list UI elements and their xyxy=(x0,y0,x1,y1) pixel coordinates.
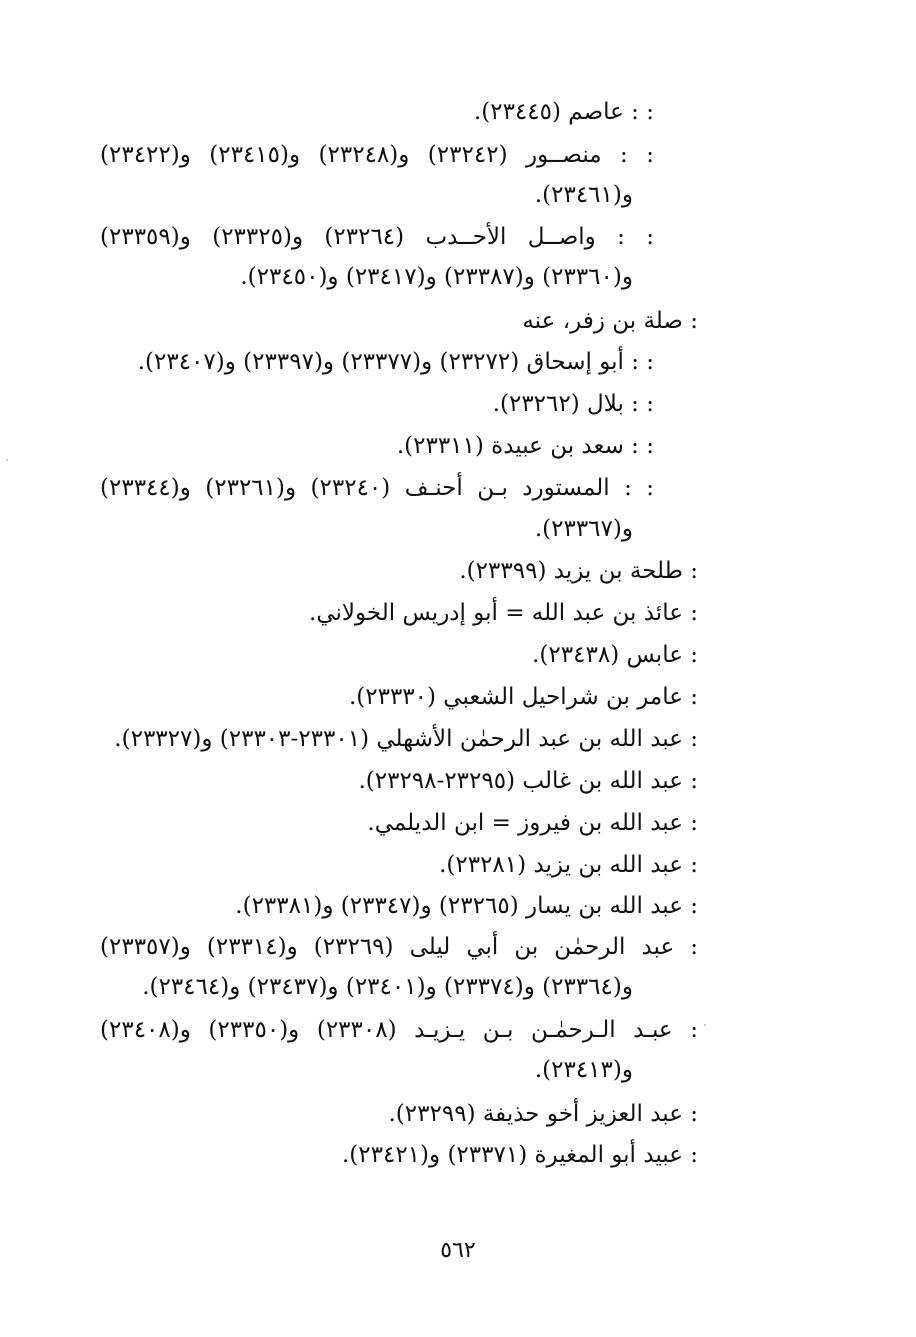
index-entry: : طلحة بن يزيد (٢٣٣٩٩). xyxy=(459,558,698,584)
index-entry: : عبد العزيز أخو حذيفة (٢٣٢٩٩). xyxy=(388,1101,698,1127)
index-entry: : : منصــور (٢٣٢٤٢) و(٢٣٢٤٨) و(٢٣٤١٥) و(٢٣٤٢٢) xyxy=(100,142,654,168)
index-entry: : عبـد الـرحمٰـن بـن يـزيـد (٢٣٣٠٨) و(٢٣٣٥٠) و(٢٣٤٠٨) xyxy=(100,1017,698,1043)
index-entry: : عبد الله بن فيروز = ابن الديلمي. xyxy=(367,810,698,836)
index-entry: : : سعد بن عبيدة (٢٣٣١١). xyxy=(396,433,654,459)
index-entry: : عابس (٢٣٤٣٨). xyxy=(532,642,698,668)
scan-speck xyxy=(6,459,8,461)
index-entry: : عبد الرحمٰن بن أبي ليلى (٢٣٢٦٩) و(٢٣٣١٤) و(٢٣٣٥٧) xyxy=(100,934,698,960)
index-entry-continuation: و(٢٣٣٦٤) و(٢٣٣٧٤) و(٢٣٤٠١) و(٢٣٤٣٧) و(٢٣٤٦٤). xyxy=(142,974,633,1000)
index-heading: : صلة بن زفر، عنه xyxy=(522,308,698,334)
index-entry-continuation: و(٢٣٤١٣). xyxy=(534,1057,633,1083)
index-entry: : : أبو إسحاق (٢٣٢٧٢) و(٢٣٣٧٧) و(٢٣٣٩٧) و(٢٣٤٠٧). xyxy=(137,349,654,375)
index-entry: : عائذ بن عبد الله = أبو إدريس الخولاني. xyxy=(309,600,698,626)
index-entry-continuation: و(٢٣٣٦٠) و(٢٣٣٨٧) و(٢٣٤١٧) و(٢٣٤٥٠). xyxy=(240,264,633,290)
scan-speck xyxy=(704,1024,706,1026)
index-entry: : عبيد أبو المغيرة (٢٣٣٧١) و(٢٣٤٢١). xyxy=(341,1142,698,1168)
index-entry: : عامر بن شراحيل الشعبي (٢٣٣٣٠). xyxy=(348,684,698,710)
index-entry-continuation: و(٢٣٤٦١). xyxy=(534,182,633,208)
index-entry: : عبد الله بن عبد الرحمٰن الأشهلي (٢٣٣٠١-٢٣٣٠٣) و(٢٣٣٢٧). xyxy=(114,726,698,752)
index-entry: : عبد الله بن غالب (٢٣٢٩٥-٢٣٢٩٨). xyxy=(358,768,698,794)
index-entry: : عبد الله بن يزيد (٢٣٢٨١). xyxy=(439,852,698,878)
index-entry: : عبد الله بن يسار (٢٣٢٦٥) و(٢٣٣٤٧) و(٢٣٣٨١). xyxy=(235,893,698,919)
index-entry: : : واصــل الأحــدب (٢٣٢٦٤) و(٢٣٣٢٥) و(٢٣٣٥٩) xyxy=(100,224,654,250)
index-entry-continuation: و(٢٣٣٦٧). xyxy=(534,516,633,542)
index-entry: : : المستورد بـن أحنـف (٢٣٢٤٠) و(٢٣٢٦١) و(٢٣٣٤٤) xyxy=(100,475,654,501)
index-entry: : : بلال (٢٣٢٦٢). xyxy=(492,391,654,417)
page-number: ٥٦٢ xyxy=(440,1238,476,1263)
index-entry: : : عاصم (٢٣٤٤٥). xyxy=(473,99,654,125)
